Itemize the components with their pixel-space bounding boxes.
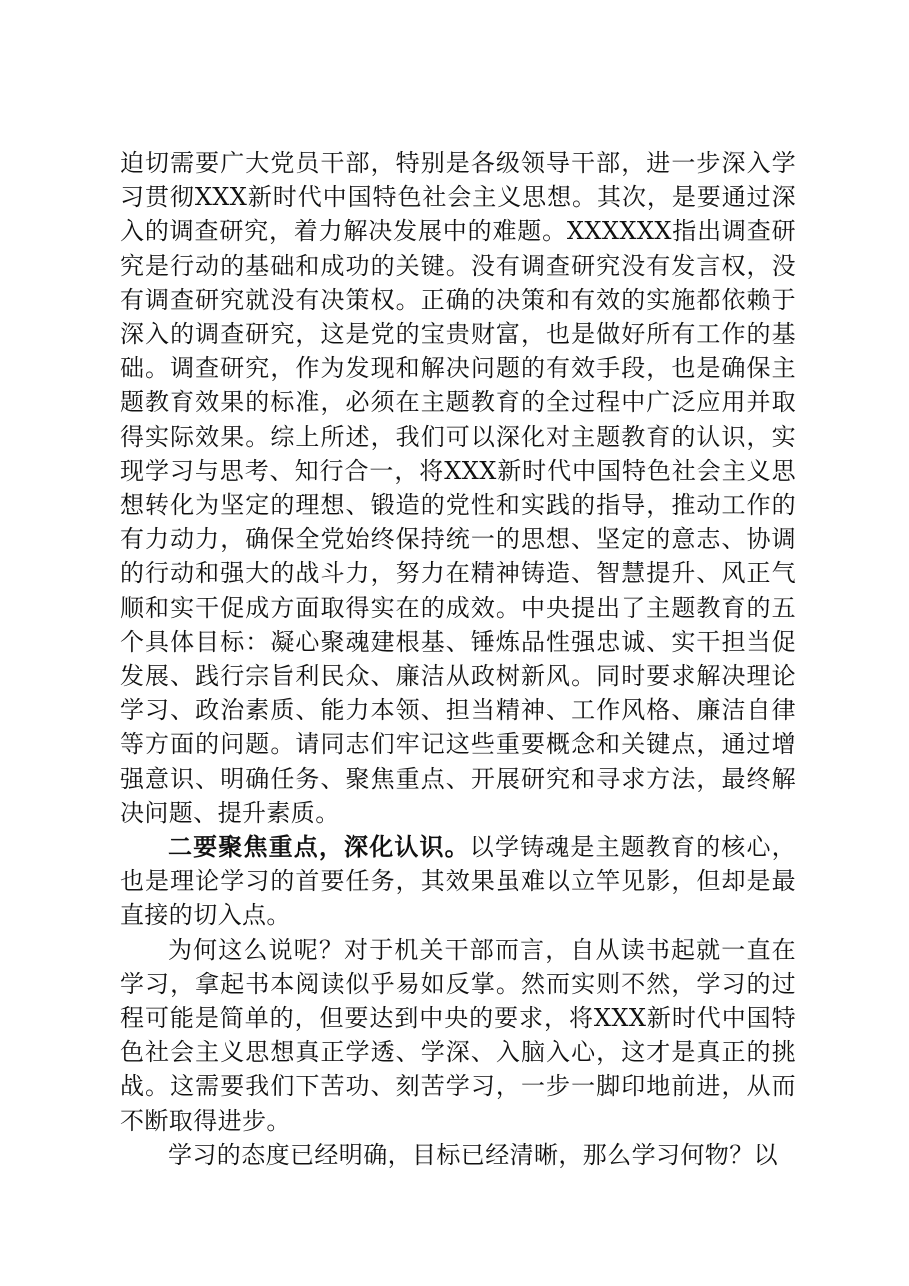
paragraph-continuation bbox=[120, 146, 796, 830]
paragraph-text: 学习的态度已经明确，目标已经清晰，那么学习何物？以 bbox=[168, 1140, 778, 1169]
paragraph-heading: 二要聚焦重点，深化认识。 bbox=[168, 832, 470, 862]
paragraph-why bbox=[120, 933, 796, 1138]
document-page bbox=[120, 146, 796, 1172]
paragraph-focus-key-points bbox=[120, 830, 796, 933]
paragraph-text: 迫切需要广大党员干部，特别是各级领导干部，进一步深入学习贯彻XXX新时代中国特色社会主义思想。其次，是要通过深入的调查研究，着力解决发展中的难题。XXXXXX指出调查研究是行动的基础和成功的关键。没有调查研究没有发言权，没有调查研究就没有决策权。正确的决策和有效的实施都依赖于深入的调查研究，这是党的宝贵财富，也是做好所有工作的基础。调查研究，作为发现和解决问题的有效手段，也是确保主题教育效果的标准，必须在主题教育的全过程中广泛应用并取得实际效果。综上所述，我们可以深化对主题教育的认识，实现学习与思考、知行合一，将XXX新时代中国特色社会主义思想转化为坚定的理想、锻造的党性和实践的指导，推动工作的有力动力，确保全党始终保持统一的思想、坚定的意志、协调的行动和强大的战斗力，努力在精神铸造、智慧提升、风正气顺和实干促成方面取得实在的成效。中央提出了主题教育的五个具体目标：凝心聚魂建根基、锤炼品性强忠诚、实干担当促发展、践行宗旨利民众、廉洁从政树新风。同时要求解决理论学习、政治素质、能力本领、担当精神、工作风格、廉洁自律等方面的问题。请同志们牢记这些重要概念和关键点，通过增强意识、明确任务、聚焦重点、开展研究和寻求方法，最终解决问题、提升素质。 bbox=[120, 149, 796, 827]
paragraph-text: 为何这么说呢？对于机关干部而言，自从读书起就一直在学习，拿起书本阅读似乎易如反掌。然而实则不然，学习的过程可能是简单的，但要达到中央的要求，将XXX新时代中国特色社会主义思想真正学透、学深、入脑入心，这才是真正的挑战。这需要我们下苦功、刻苦学习，一步一脚印地前进，从而不断取得进步。 bbox=[120, 935, 796, 1135]
paragraph-text: 以学铸魂是主题教育的核心，也是理论学习的首要任务，其效果虽难以立竿见影，但却是最直接的切入点。 bbox=[120, 833, 796, 930]
paragraph-learning-attitude bbox=[120, 1138, 796, 1172]
